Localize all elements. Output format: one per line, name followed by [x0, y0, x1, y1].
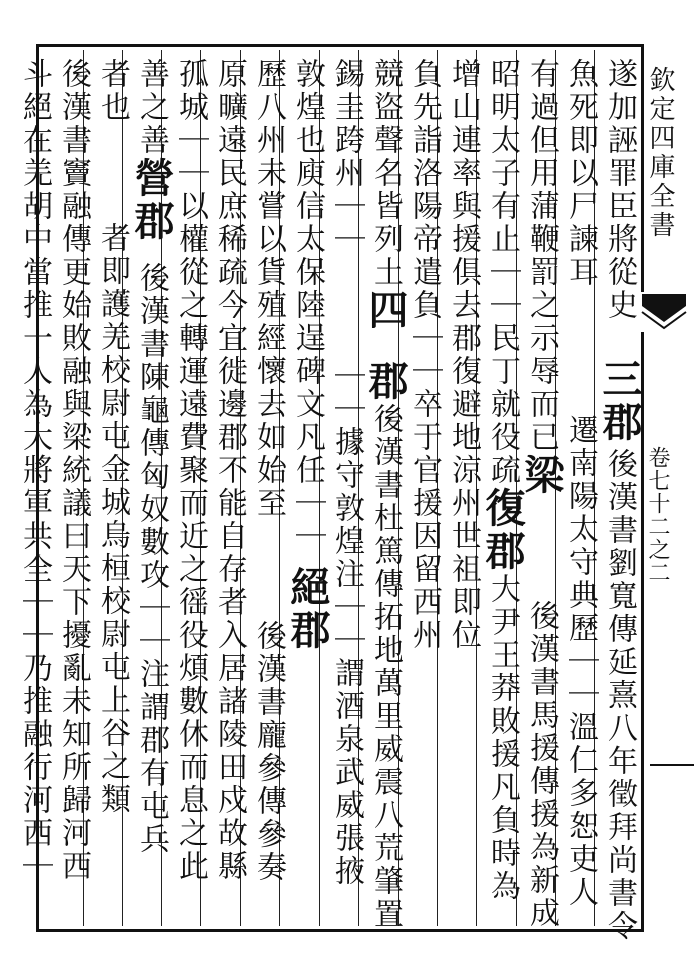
section-heading: 營	[128, 157, 175, 200]
section-heading: 郡	[128, 200, 175, 243]
text-column	[518, 58, 565, 497]
text-column: 錫圭跨州｜｜	[329, 58, 364, 256]
text-column	[362, 58, 409, 332]
section-heading: 四	[362, 289, 409, 332]
text-column	[362, 360, 409, 931]
text-column: 增山連率與援俱去郡復避地涼州世祖即位	[446, 58, 481, 652]
text-column: 遂加誣罪臣將從史	[602, 58, 637, 322]
text-run: 後漢書杜篤傳拓地萬里威震八荒肇置	[368, 403, 403, 931]
text-column: 遷南陽太守典歷｜｜溫仁多恕吏人	[563, 414, 598, 909]
text-run: 昭明太子有止｜｜民丁就役疏	[485, 58, 520, 487]
text-column: 負先詣洛陽帝遣負｜｜卒于官援因留西州	[407, 58, 442, 652]
text-column: 者也	[95, 58, 130, 124]
text-run: 競盜聲名皆列土	[368, 58, 403, 289]
text-column: 歷八州未嘗以貨殖經懷去如始至	[251, 58, 286, 520]
section-heading: 梁	[518, 454, 565, 497]
text-column	[284, 566, 331, 652]
text-column	[479, 58, 526, 530]
section-heading: 郡	[284, 609, 331, 652]
text-column: 後漢書馬援傳援為新成	[524, 600, 559, 930]
section-heading: 郡	[479, 530, 526, 573]
text-column: ｜｜據守敦煌注｜｜謂酒泉武威張掖	[329, 360, 364, 888]
text-column: 後漢書龐參傳參奏	[251, 620, 286, 884]
text-column: 敦煌也庾信太保陸逞碑文凡任｜｜	[290, 58, 325, 553]
text-column: 後漢書陳龜傳匈奴數攻｜｜注謂郡有屯兵	[134, 262, 169, 856]
margin-column	[640, 56, 680, 926]
book-title: 欽定四庫全書	[645, 66, 675, 240]
text-run: 善之善	[134, 58, 169, 157]
text-run: 大尹王莽敗援凡負時為	[485, 573, 520, 903]
text-column: 原曠遠民庶稀疏今宜徙邊郡不能自存者入居諸陵田戍故縣	[212, 58, 247, 883]
text-column: 孤城｜｜以權從之轉運遠費聚而近之徭役煩數休而息之此	[173, 58, 208, 883]
text-column: 魚死即以尸諫耳	[563, 58, 598, 289]
text-run: 有過但用蒲鞭罰之示辱而已	[524, 58, 559, 454]
margin-rule	[650, 764, 694, 766]
fish-tail-mark	[640, 292, 688, 332]
text-column: 者即護羌校尉屯金城烏桓校尉屯上谷之類	[95, 222, 130, 816]
text-column	[128, 58, 175, 243]
section-heading: 郡	[362, 360, 409, 403]
section-heading: 郡	[596, 401, 643, 444]
text-column: 後漢書竇融傳更始敗融與梁統議曰天下擾亂未知所歸河西	[56, 58, 91, 883]
text-column: 後漢書劉寬傳延熹八年徵拜尚書令	[602, 448, 637, 943]
text-column: 斗絕在羌胡中當推一人為大將軍共全｜｜乃推融行河西｜	[17, 58, 52, 883]
volume-label: 卷七十二之二	[645, 446, 670, 584]
text-column	[596, 358, 643, 444]
section-heading: 復	[479, 487, 526, 530]
section-heading: 絕	[284, 566, 331, 609]
text-column	[479, 530, 526, 903]
section-heading: 三	[596, 358, 643, 401]
